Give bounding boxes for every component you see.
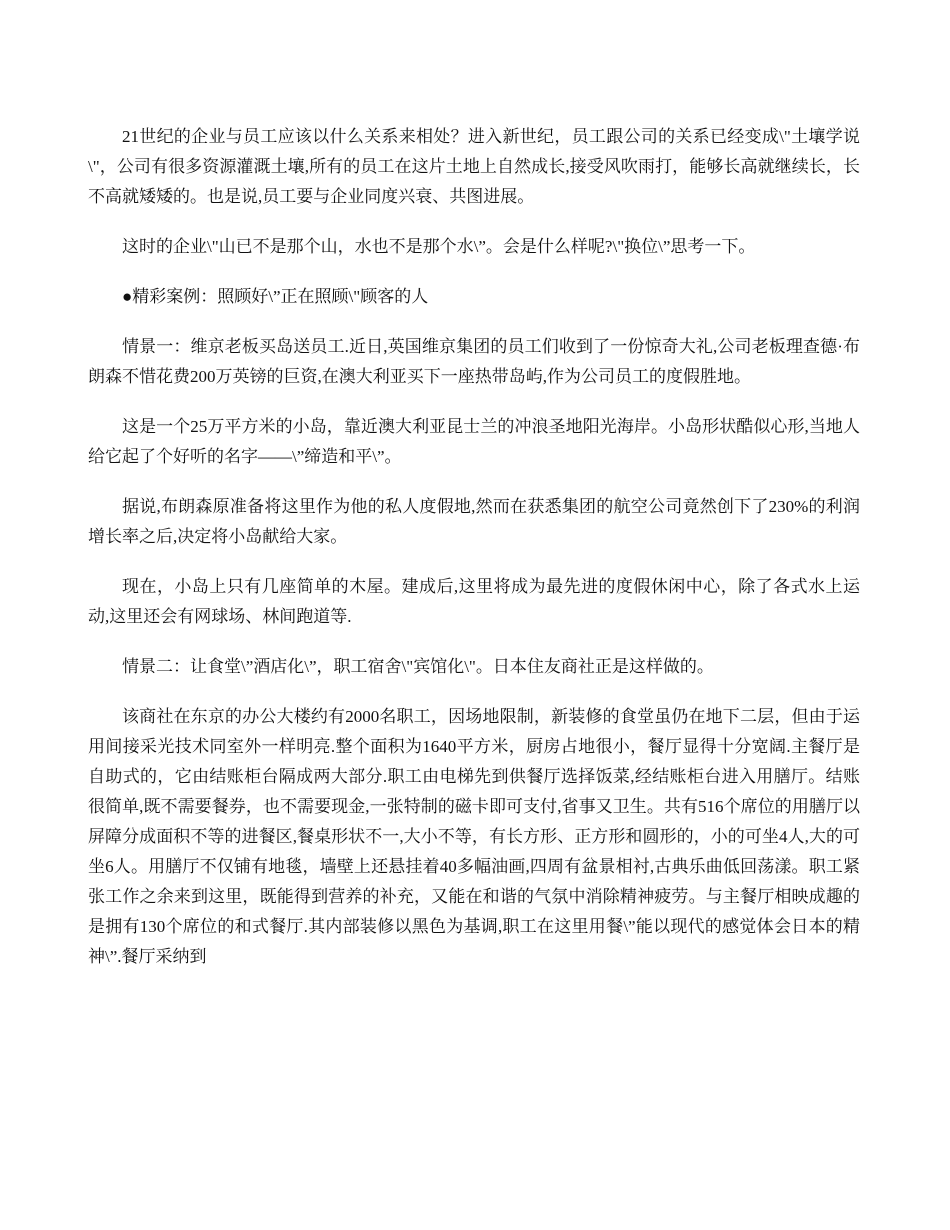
- paragraph-intro: 21世纪的企业与员工应该以什么关系来相处？进入新世纪，员工跟公司的关系已经变成\"土壤学说\"，公司有很多资源灌溉土壤,所有的员工在这片土地上自然成长,接受风吹雨打，能够长高就继续长，长不高就矮矮的。也是说,员工要与企业同度兴衰、共图进展。: [88, 127, 860, 206]
- paragraph-case-heading: ●精彩案例：照顾好\”正在照顾\"顾客的人: [122, 287, 429, 306]
- paragraph-change: 这时的企业\"山已不是那个山，水也不是那个水\”。会是什么样呢?\"换位\”思考一下。: [122, 237, 756, 256]
- paragraph-scenario-one: 情景一：维京老板买岛送员工.近日,英国维京集团的员工们收到了一份惊奇大礼,公司老板理查德·布朗森不惜花费200万英镑的巨资,在澳大利亚买下一座热带岛屿,作为公司员工的度假胜地。: [88, 337, 860, 386]
- paragraph-profit: 据说,布朗森原准备将这里作为他的私人度假地,然而在获悉集团的航空公司竟然创下了230%的利润增长率之后,决定将小岛献给大家。: [88, 497, 860, 546]
- paragraph-canteen: 该商社在东京的办公大楼约有2000名职工，因场地限制，新装修的食堂虽仍在地下二层，但由于运用间接采光技术同室外一样明亮.整个面积为1640平方米，厨房占地很小，餐厅显得十分宽阔.主餐厅是自助式的，它由结账柜台隔成两大部分.职工由电梯先到供餐厅选择饭菜,经结账柜台进入用膳厅。结账很简单,既不需要餐券，也不需要现金,一张特制的磁卡即可支付,省事又卫生。共有516个席位的用膳厅以屏障分成面积不等的进餐区,餐桌形状不一,大小不等，有长方形、正方形和圆形的，小的可坐4人,大的可坐6人。用膳厅不仅铺有地毯，墙壁上还悬挂着40多幅油画,四周有盆景相衬,古典乐曲低回荡漾。职工紧张工作之余来到这里，既能得到营养的补充，又能在和谐的气氛中消除精神疲劳。与主餐厅相映成趣的是拥有130个席位的和式餐厅.其内部装修以黑色为基调,职工在这里用餐\”能以现代的感觉体会日本的精神\”.餐厅采纳到: [88, 707, 860, 966]
- paragraph-scenario-two: 情景二：让食堂\”酒店化\”，职工宿舍\"宾馆化\"。日本住友商社正是这样做的。: [122, 657, 714, 676]
- paragraph-island: 这是一个25万平方米的小岛，靠近澳大利亚昆士兰的冲浪圣地阳光海岸。小岛形状酷似心形,当地人给它起了个好听的名字——\”缔造和平\”。: [88, 417, 860, 466]
- paragraph-island-now: 现在，小岛上只有几座简单的木屋。建成后,这里将成为最先进的度假休闲中心，除了各式水上运动,这里还会有网球场、林间跑道等.: [88, 577, 860, 626]
- document-page: [88, 122, 860, 992]
